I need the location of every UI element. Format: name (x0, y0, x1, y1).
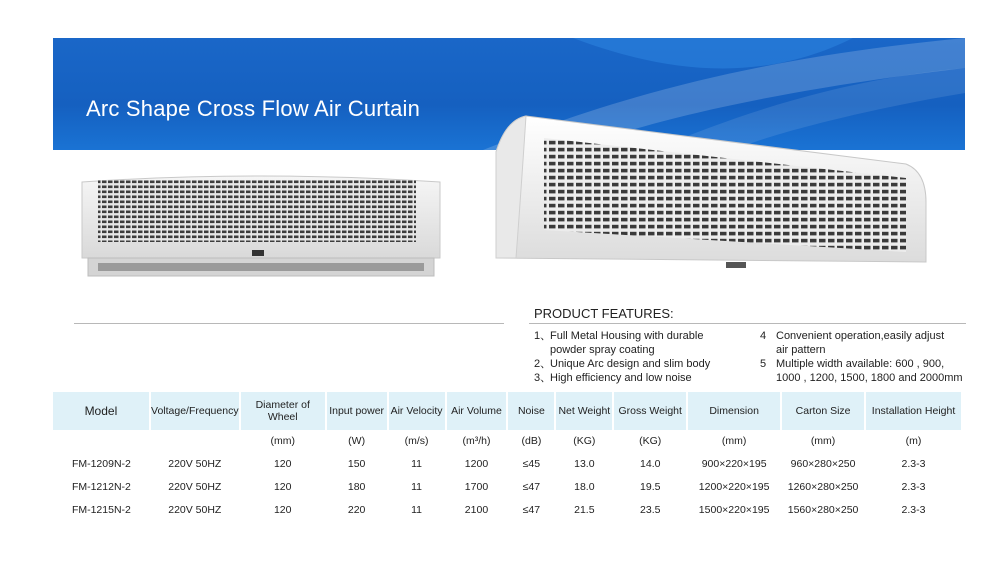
table-cell: 220V 50HZ (168, 457, 222, 470)
header-air-volume: Air Volume (446, 392, 508, 430)
unit-cell: (W) (348, 435, 366, 447)
table-cell: 11 (411, 457, 422, 470)
header-dimension: Dimension (687, 392, 781, 430)
table-cell: 120 (273, 480, 292, 493)
air-curtain-large-image (486, 112, 936, 274)
table-cell: 1200 (464, 457, 489, 470)
feature-item-5: 5 Multiple width available: 600 , 900, 1000 , 1200, 1500, 1800 and 2000mm (760, 358, 963, 384)
table-cell: 2.3-3 (901, 457, 926, 470)
table-cell: 960×280×250 (790, 457, 856, 470)
table-cell: FM-1215N-2 (71, 503, 131, 516)
table-cell: FM-1209N-2 (71, 457, 131, 470)
unit-cell: (mm) (810, 435, 836, 447)
table-units-row (53, 430, 962, 452)
table-cell: ≤45 (522, 457, 541, 470)
table-cell: 13.0 (574, 457, 595, 470)
unit-cell: (m/s) (404, 435, 429, 447)
table-cell: 18.0 (574, 480, 595, 493)
header-voltage: Voltage/Frequency (150, 392, 240, 430)
table-row (53, 498, 962, 521)
unit-cell: (m³/h) (462, 435, 491, 447)
unit-cell (53, 430, 150, 452)
table-cell: 2.3-3 (901, 480, 926, 493)
table-cell: FM-1212N-2 (71, 480, 131, 493)
divider-left (74, 323, 504, 324)
header-input-power: Input power (326, 392, 388, 430)
table-row (53, 475, 962, 498)
feature-item-3: 3、High efficiency and low noise (534, 372, 692, 384)
table-cell: 1200×220×195 (698, 480, 770, 493)
page-title: Arc Shape Cross Flow Air Curtain (86, 96, 421, 121)
table-cell: 120 (273, 503, 292, 516)
table-cell: 900×220×195 (701, 457, 767, 470)
unit-cell: (mm) (721, 435, 747, 447)
feature-item-4: 4 Convenient operation,easily adjust air pattern (760, 330, 945, 356)
table-cell: 220 (347, 503, 366, 516)
table-cell: 2100 (464, 503, 489, 516)
header-carton-size: Carton Size (781, 392, 865, 430)
table-cell: 180 (347, 480, 366, 493)
header-gross-weight: Gross Weight (613, 392, 687, 430)
unit-cell: (KG) (639, 435, 662, 447)
table-cell: 220V 50HZ (168, 503, 222, 516)
table-cell: 1700 (464, 480, 489, 493)
unit-cell: (KG) (573, 435, 596, 447)
header-air-velocity: Air Velocity (388, 392, 446, 430)
table-cell: 14.0 (640, 457, 661, 470)
table-cell: 21.5 (574, 503, 595, 516)
table-cell: 220V 50HZ (168, 480, 222, 493)
spec-table (53, 392, 963, 521)
header-model: Model (53, 392, 150, 430)
product-features-heading: PRODUCT FEATURES: (534, 306, 674, 321)
unit-cell: (m) (905, 435, 922, 447)
table-cell: 1500×220×195 (698, 503, 770, 516)
table-cell: 11 (411, 480, 422, 493)
table-cell: 1260×280×250 (787, 480, 859, 493)
table-cell: 23.5 (640, 503, 661, 516)
header-wheel-diameter: Diameter of Wheel (240, 392, 326, 430)
table-row (53, 452, 962, 475)
divider-right (529, 323, 966, 324)
table-cell: 1560×280×250 (787, 503, 859, 516)
table-cell: ≤47 (522, 480, 541, 493)
table-header-row (53, 392, 962, 430)
header-net-weight: Net Weight (555, 392, 613, 430)
header-noise: Noise (507, 392, 555, 430)
unit-cell: (dB) (521, 435, 542, 447)
header-installation-height: Installation Height (865, 392, 962, 430)
feature-item-1: 1、Full Metal Housing with durable powder spray coating (534, 330, 704, 356)
table-cell: 11 (411, 503, 422, 516)
table-cell: 150 (347, 457, 366, 470)
table-cell: 2.3-3 (901, 503, 926, 516)
unit-cell: (mm) (270, 435, 295, 447)
table-cell: 120 (273, 457, 292, 470)
table-cell: ≤47 (522, 503, 541, 516)
feature-item-2: 2、Unique Arc design and slim body (534, 358, 711, 370)
unit-cell (150, 430, 240, 452)
air-curtain-small-image (78, 170, 444, 285)
table-cell: 19.5 (640, 480, 661, 493)
